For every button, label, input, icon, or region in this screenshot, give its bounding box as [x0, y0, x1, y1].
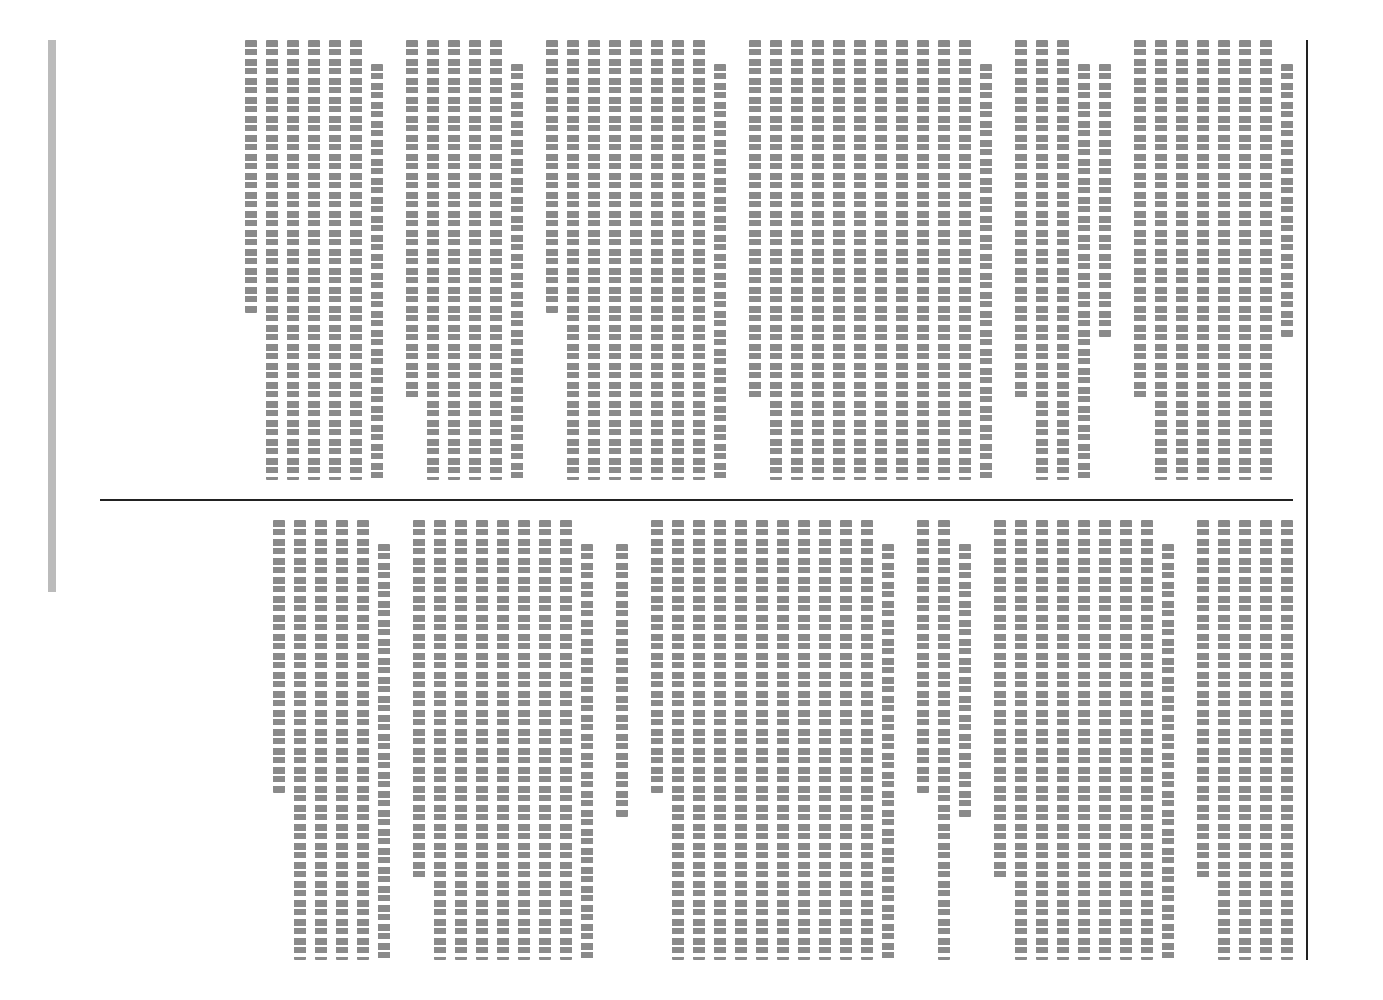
page-header	[1313, 40, 1353, 960]
text-line	[469, 40, 481, 480]
text-line	[560, 520, 572, 960]
text-line	[1015, 520, 1027, 960]
text-line	[938, 40, 950, 480]
text-line	[840, 520, 852, 960]
text-line	[455, 520, 467, 960]
text-line	[777, 520, 789, 960]
text-line	[651, 40, 663, 480]
text-line	[1218, 520, 1230, 960]
text-line	[1036, 520, 1048, 960]
text-line	[1120, 520, 1132, 960]
text-line	[882, 544, 894, 960]
text-line	[434, 520, 446, 960]
text-line	[770, 40, 782, 480]
text-line	[1099, 64, 1111, 337]
text-line	[294, 520, 306, 960]
text-line	[1281, 520, 1293, 960]
text-line	[616, 544, 628, 817]
text-line	[756, 520, 768, 960]
text-line	[1176, 40, 1188, 480]
text-line	[854, 40, 866, 480]
text-line	[406, 40, 418, 401]
header-rule	[1306, 40, 1308, 960]
text-line	[1281, 64, 1293, 337]
column-divider	[100, 499, 1293, 501]
text-line	[245, 40, 257, 313]
text-line	[329, 40, 341, 480]
text-line	[791, 40, 803, 480]
text-line	[693, 40, 705, 480]
text-line	[1218, 40, 1230, 480]
text-line	[1057, 40, 1069, 480]
text-line	[994, 520, 1006, 881]
text-line	[567, 40, 579, 480]
left-column	[100, 40, 1293, 480]
text-line	[266, 40, 278, 480]
text-line	[546, 40, 558, 313]
text-line	[980, 64, 992, 480]
text-line	[378, 544, 390, 960]
text-line	[959, 544, 971, 817]
text-line	[812, 40, 824, 480]
text-line	[448, 40, 460, 480]
text-line	[735, 520, 747, 960]
text-line	[1260, 40, 1272, 480]
text-line	[833, 40, 845, 480]
text-line	[476, 520, 488, 960]
text-line	[1197, 520, 1209, 881]
text-line	[1099, 520, 1111, 960]
text-line	[315, 520, 327, 960]
text-line	[609, 40, 621, 480]
text-line	[938, 520, 950, 960]
text-line	[630, 40, 642, 480]
text-line	[896, 40, 908, 480]
text-line	[672, 520, 684, 960]
text-line	[861, 520, 873, 960]
text-line	[308, 40, 320, 480]
text-line	[1239, 520, 1251, 960]
text-line	[490, 40, 502, 480]
text-line	[1155, 40, 1167, 480]
text-line	[1197, 40, 1209, 480]
text-line	[581, 544, 593, 960]
text-line	[287, 40, 299, 480]
text-line	[273, 520, 285, 793]
text-line	[497, 520, 509, 960]
text-line	[336, 520, 348, 960]
text-line	[1015, 40, 1027, 401]
text-line	[1134, 40, 1146, 401]
text-line	[1078, 64, 1090, 480]
text-line	[1260, 520, 1272, 960]
text-line	[1141, 520, 1153, 960]
page-footer	[40, 40, 56, 960]
text-line	[693, 520, 705, 960]
text-line	[1078, 520, 1090, 960]
text-line	[714, 520, 726, 960]
text-line	[357, 520, 369, 960]
text-line	[427, 40, 439, 480]
text-line	[588, 40, 600, 480]
text-line	[917, 520, 929, 793]
text-line	[539, 520, 551, 960]
text-line	[672, 40, 684, 480]
text-line	[1162, 544, 1174, 960]
text-line	[413, 520, 425, 881]
text-line	[959, 40, 971, 480]
text-line	[651, 520, 663, 793]
text-line	[511, 64, 523, 480]
text-line	[749, 40, 761, 401]
text-line	[917, 40, 929, 480]
text-line	[518, 520, 530, 960]
text-line	[875, 40, 887, 480]
text-line	[819, 520, 831, 960]
right-column	[100, 520, 1293, 960]
text-line	[371, 64, 383, 480]
text-line	[798, 520, 810, 960]
footer-line	[48, 40, 56, 592]
text-line	[350, 40, 362, 480]
text-line	[1036, 40, 1048, 480]
text-line	[1057, 520, 1069, 960]
text-line	[714, 64, 726, 480]
text-line	[1239, 40, 1251, 480]
